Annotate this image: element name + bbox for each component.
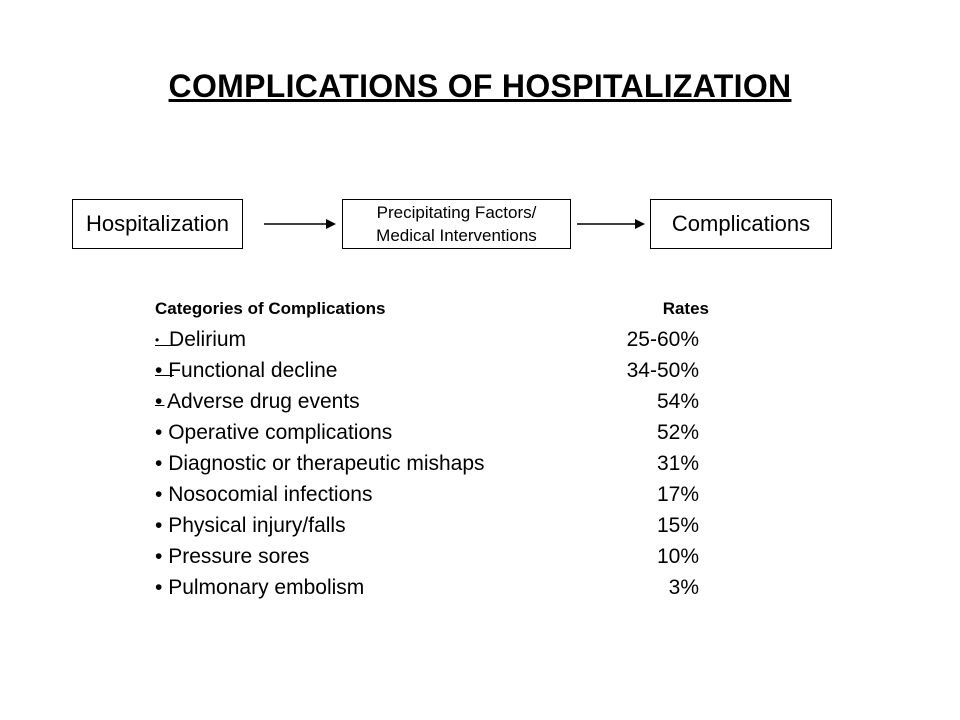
flow-box-hospitalization-label: Hospitalization: [85, 211, 230, 236]
table-row: [155, 510, 755, 541]
flow-box-precipitating-line2: Medical Interventions: [376, 226, 537, 245]
table-row: [155, 386, 755, 417]
arrow-right-icon: [264, 216, 336, 232]
bullet-icon: •: [155, 514, 163, 537]
rate-value: 34-50%: [626, 359, 699, 382]
rate-value: 3%: [668, 576, 699, 599]
category-label: Pulmonary embolism: [168, 576, 365, 599]
bullet-icon: •: [155, 452, 163, 475]
category-label: Delirium: [169, 328, 247, 351]
rate-value: 52%: [656, 421, 699, 444]
bullet-icon: •: [155, 332, 160, 347]
table-row: [155, 417, 755, 448]
category-label: Pressure sores: [168, 545, 310, 568]
rate-value: 25-60%: [626, 328, 699, 351]
bullet-icon: •: [155, 359, 163, 382]
category-label: Diagnostic or therapeutic mishaps: [168, 452, 485, 475]
category-label: Adverse drug events: [167, 390, 360, 413]
bullet-icon: •: [155, 545, 163, 568]
table-header: [155, 294, 755, 324]
category-label: Nosocomial infections: [168, 483, 373, 506]
table-row: [155, 324, 755, 355]
flow-box-complications: [650, 199, 832, 249]
rate-value: 10%: [656, 545, 699, 568]
flow-box-hospitalization: [72, 199, 243, 249]
category-label: Functional decline: [168, 359, 338, 382]
column-header-category: Categories of Complications: [155, 299, 386, 318]
flow-box-precipitating-line1: Precipitating Factors/: [376, 203, 537, 222]
table-row: [155, 355, 755, 386]
table-row: [155, 541, 755, 572]
table-row: [155, 448, 755, 479]
table-row: [155, 479, 755, 510]
rate-value: 54%: [656, 390, 699, 413]
rate-value: 15%: [656, 514, 699, 537]
complications-table: [155, 294, 755, 603]
column-header-rate: Rates: [662, 299, 709, 318]
page-title: COMPLICATIONS OF HOSPITALIZATION: [168, 68, 792, 104]
flow-box-precipitating-factors: [342, 199, 571, 249]
rate-value: 17%: [656, 483, 699, 506]
bullet-icon: •: [155, 576, 163, 599]
category-label: Physical injury/falls: [168, 514, 346, 537]
bullet-icon: •: [155, 390, 163, 413]
bullet-icon: •: [155, 421, 163, 444]
rate-value: 31%: [656, 452, 699, 475]
table-row: [155, 572, 755, 603]
category-label: Operative complications: [168, 421, 393, 444]
bullet-icon: •: [155, 483, 163, 506]
arrow-right-icon: [577, 216, 645, 232]
flow-box-complications-label: Complications: [671, 211, 811, 236]
